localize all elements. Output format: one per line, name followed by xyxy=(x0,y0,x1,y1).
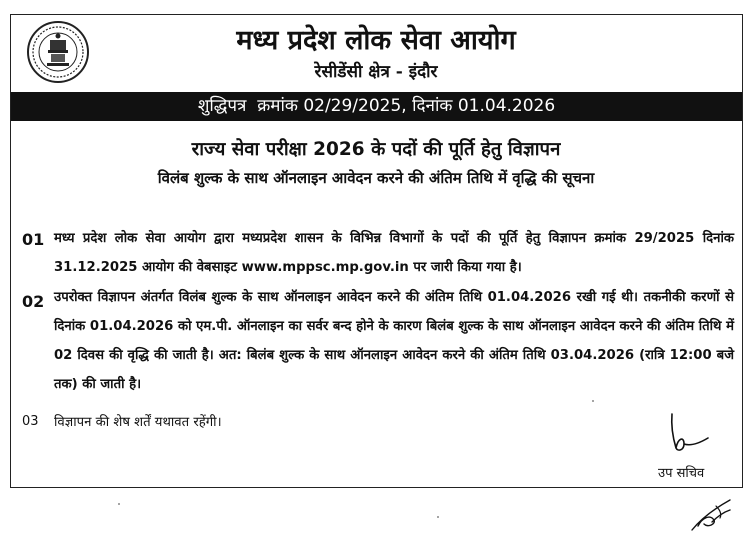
paragraph-number: 01 xyxy=(22,230,45,249)
handwritten-signature-icon xyxy=(662,412,712,456)
corrigendum-label: शुद्धिपत्र xyxy=(197,96,247,116)
paragraph-text: उपरोक्त विज्ञापन अंतर्गत विलंब शुल्क के साथ ऑनलाइन आवेदन करने की अंतिम तिथि 01.04.2026 रखी गई थी। तकनीकी करणों से दिनांक 01.04.2026 को एम.पी. ऑनलाइन का सर्वर बन्द होने के कारण बिलंब शुल्क के साथ ऑनलाइन आवेदन करने की अंतिम तिथि में 02 दिवस की वृद्धि की जाती है। अत: बिलंब शुल्क के साथ ऑनलाइन आवेदन करने की अंतिम तिथि 03.04.2026 (रात्रि 12:00 बजे तक) की जाती है। xyxy=(54,290,734,392)
scan-speck xyxy=(592,400,594,402)
paragraph-text: विज्ञापन की शेष शर्तें यथावत रहेंगी। xyxy=(54,415,222,430)
scan-speck xyxy=(437,516,439,518)
paragraph-number: 03 xyxy=(22,414,39,429)
paragraph-number: 02 xyxy=(22,292,45,311)
paragraph-text: मध्य प्रदेश लोक सेवा आयोग द्वारा मध्यप्रदेश शासन के विभिन्न विभागों के पदों की पूर्ति हेतु विज्ञापन क्रमांक 29/2025 दिनांक 31.12.2025 आयोग की वेबसाइट www.mppsc.mp.gov.in पर जारी किया गया है। xyxy=(54,231,734,275)
notice-title: राज्य सेवा परीक्षा 2026 के पदों की पूर्ति हेतु विज्ञापन xyxy=(191,139,561,160)
organization-address: रेसीडेंसी क्षेत्र - इंदौर xyxy=(314,62,438,82)
organization-title: मध्य प्रदेश लोक सेवा आयोग xyxy=(236,25,516,56)
handwritten-initials-icon xyxy=(686,496,736,536)
corrigendum-number: क्रमांक 02/29/2025, दिनांक 01.04.2026 xyxy=(257,96,556,116)
notice-subtitle: विलंब शुल्क के साथ ऑनलाइन आवेदन करने की अंतिम तिथि में वृद्धि की सूचना xyxy=(157,169,595,187)
signatory-designation: उप सचिव xyxy=(658,466,705,481)
corrigendum-band xyxy=(11,92,742,121)
scan-speck xyxy=(118,503,120,505)
